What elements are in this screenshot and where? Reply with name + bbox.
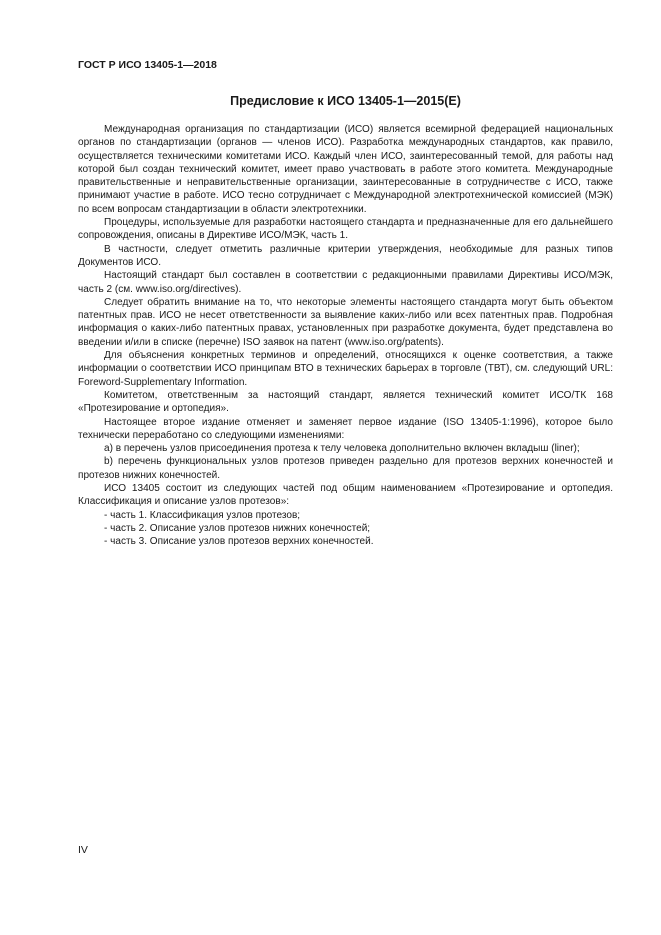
list-item: a) в перечень узлов присоединения протеза к телу человека дополнительно включен вкладыш (liner); xyxy=(104,443,580,455)
paragraph: Настоящее второе издание отменяет и заменяет первое издание (ISO 13405-1:1996), которое было технически переработано со следующими изменениями: xyxy=(78,416,613,441)
paragraph: В частности, следует отметить различные критерии утверждения, необходимые для разных типов Документов ИСО. xyxy=(78,243,613,268)
paragraph: Процедуры, используемые для разработки настоящего стандарта и предназначенные для его дальнейшего сопровождения, описаны в Директиве ИСО/МЭК, часть 1. xyxy=(78,217,613,242)
paragraph: Международная организация по стандартизации (ИСО) является всемирной федерацией национальных органов по стандартизации (органов — членов ИСО). Разработка международных стандартов, как правило, осуществляется техническими комитетами ИСО. Каждый член ИСО, заинтересованный темой, для работы над которой был создан технический комитет, имеет право участвовать в работе этого комитета. Международные правительственные и неправительственные организации, заинтересованные в сотрудничестве с ИСО, также принимают участие в работе. ИСО тесно сотрудничает с Международной электротехнической комиссией (МЭК) по всем вопросам стандартизации в области электротехники. xyxy=(78,124,613,215)
paragraph: Настоящий стандарт был составлен в соответствии с редакционными правилами Директивы ИСО/МЭК, часть 2 (см. www.iso.org/directives). xyxy=(78,270,613,295)
paragraph: Следует обратить внимание на то, что некоторые элементы настоящего стандарта могут быть объектом патентных прав. ИСО не несет ответственности за выявление каких-либо или всех патентных прав. Подробная информация о каких-либо патентных правах, установленных при разработке документа, будет представлена во введении и/или в списке (перечне) ISO заявок на патент (www.iso.org/patents). xyxy=(78,296,613,348)
foreword-body xyxy=(78,123,613,549)
page-number: IV xyxy=(78,844,88,856)
paragraph: Комитетом, ответственным за настоящий стандарт, является технический комитет ИСО/ТК 168 «Протезирование и ортопедия». xyxy=(78,389,613,415)
paragraph: ИСО 13405 состоит из следующих частей под общим наименованием «Протезирование и ортопедия. Классификация и описание узлов протезов»: xyxy=(78,483,613,508)
list-item: - часть 3. Описание узлов протезов верхних конечностей. xyxy=(104,536,374,548)
paragraph: Для объяснения конкретных терминов и определений, относящихся к оценке соответствия, а также информации о соответствии ИСО принципам ВТО в технических барьерах в торговле (ТВТ), см. следующий URL: Foreword-Supplementary Information. xyxy=(78,350,613,388)
list-item: b) перечень функциональных узлов протезов приведен раздельно для протезов верхних конечностей и протезов нижних конечностей. xyxy=(78,456,613,481)
page-title: Предисловие к ИСО 13405-1—2015(E) xyxy=(230,94,461,108)
list-item: - часть 1. Классификация узлов протезов; xyxy=(104,509,301,521)
document-id-header: ГОСТ Р ИСО 13405-1—2018 xyxy=(78,59,217,71)
list-item: - часть 2. Описание узлов протезов нижних конечностей; xyxy=(104,522,371,534)
